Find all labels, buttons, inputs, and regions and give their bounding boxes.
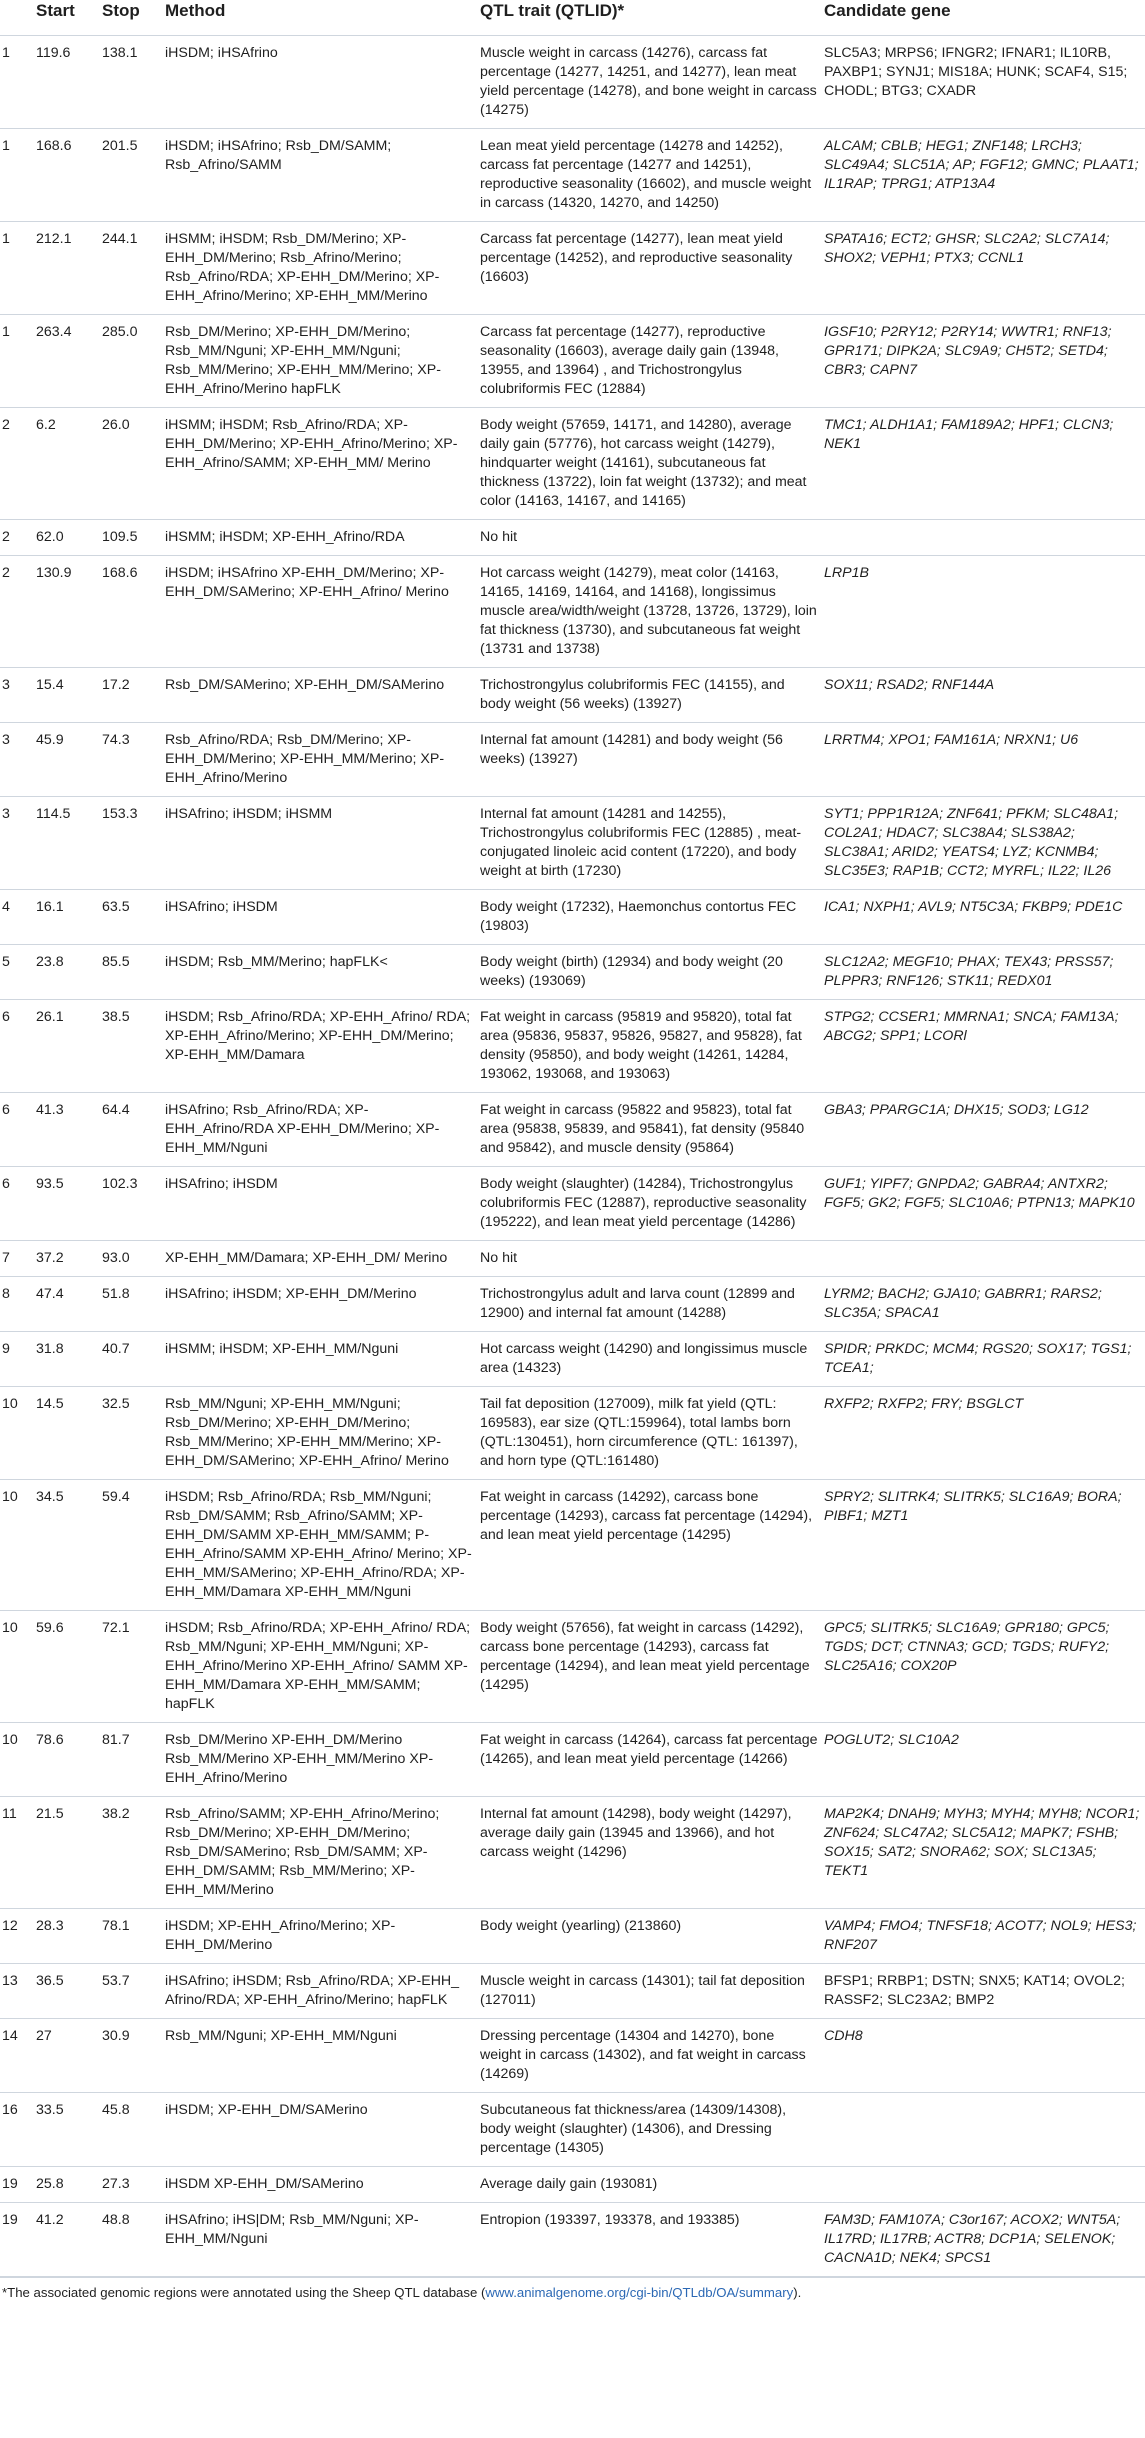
- table-row: [0, 408, 1145, 520]
- cell-chromosome: 16: [0, 2093, 34, 2167]
- cell-method: iHSAfrino; iHS|DM; Rsb_MM/Nguni; XP-EHH_MM/Nguni: [163, 2203, 478, 2277]
- cell-qtl-trait: No hit: [478, 1241, 822, 1277]
- cell-method: iHSMM; iHSDM; XP-EHH_MM/Nguni: [163, 1332, 478, 1387]
- cell-stop: 27.3: [100, 2167, 163, 2203]
- table-row: [0, 890, 1145, 945]
- cell-start: 15.4: [34, 668, 100, 723]
- cell-method: Rsb_DM/SAMerino; XP-EHH_DM/SAMerino: [163, 668, 478, 723]
- cell-stop: 51.8: [100, 1277, 163, 1332]
- cell-start: 36.5: [34, 1964, 100, 2019]
- cell-candidate-gene: POGLUT2; SLC10A2: [822, 1723, 1145, 1797]
- cell-qtl-trait: Body weight (birth) (12934) and body weight (20 weeks) (193069): [478, 945, 822, 1000]
- cell-stop: 153.3: [100, 797, 163, 890]
- table-row: [0, 222, 1145, 315]
- table-row: [0, 1797, 1145, 1909]
- cell-stop: 244.1: [100, 222, 163, 315]
- cell-candidate-gene: IGSF10; P2RY12; P2RY14; WWTR1; RNF13; GPR171; DIPK2A; SLC9A9; CH5T2; SETD4; CBR3; CAPN7: [822, 315, 1145, 408]
- cell-start: 263.4: [34, 315, 100, 408]
- footnote-text: *The associated genomic regions were annotated using the Sheep QTL database (: [2, 2285, 486, 2300]
- cell-chromosome: 4: [0, 890, 34, 945]
- cell-method: iHSDM; iHSAfrino; Rsb_DM/SAMM; Rsb_Afrino/SAMM: [163, 129, 478, 222]
- cell-candidate-gene: BFSP1; RRBP1; DSTN; SNX5; KAT14; OVOL2; RASSF2; SLC23A2; BMP2: [822, 1964, 1145, 2019]
- cell-method: iHSDM; Rsb_MM/Merino; hapFLK<: [163, 945, 478, 1000]
- cell-candidate-gene: GPC5; SLITRK5; SLC16A9; GPR180; GPC5; TGDS; DCT; CTNNA3; GCD; TGDS; RUFY2; SLC25A16; COX20P: [822, 1611, 1145, 1723]
- header-qtl-trait: QTL trait (QTLID)*: [478, 0, 822, 36]
- table-row: [0, 2093, 1145, 2167]
- cell-qtl-trait: No hit: [478, 520, 822, 556]
- cell-stop: 285.0: [100, 315, 163, 408]
- table-row: [0, 1000, 1145, 1093]
- cell-candidate-gene: STPG2; CCSER1; MMRNA1; SNCA; FAM13A; ABCG2; SPP1; LCORl: [822, 1000, 1145, 1093]
- cell-stop: 26.0: [100, 408, 163, 520]
- cell-qtl-trait: Internal fat amount (14281) and body weight (56 weeks) (13927): [478, 723, 822, 797]
- cell-method: iHSAfrino; Rsb_Afrino/RDA; XP-EHH_Afrino/RDA XP-EHH_DM/Merino; XP-EHH_MM/Nguni: [163, 1093, 478, 1167]
- cell-start: 212.1: [34, 222, 100, 315]
- cell-start: 26.1: [34, 1000, 100, 1093]
- cell-method: iHSDM; XP-EHH_DM/SAMerino: [163, 2093, 478, 2167]
- cell-method: iHSAfrino; iHSDM; XP-EHH_DM/Merino: [163, 1277, 478, 1332]
- cell-qtl-trait: Muscle weight in carcass (14301); tail fat deposition (127011): [478, 1964, 822, 2019]
- cell-chromosome: 1: [0, 129, 34, 222]
- cell-candidate-gene: LRRTM4; XPO1; FAM161A; NRXN1; U6: [822, 723, 1145, 797]
- cell-qtl-trait: Body weight (57659, 14171, and 14280), average daily gain (57776), hot carcass weight (14279), hindquarter weight (14161), subcutaneous fat thickness (13722), loin fat weight (13732); and meat color (14163, 14167, and 14165): [478, 408, 822, 520]
- cell-method: iHSAfrino; iHSDM: [163, 1167, 478, 1241]
- cell-candidate-gene: GUF1; YIPF7; GNPDA2; GABRA4; ANTXR2; FGF5; GK2; FGF5; SLC10A6; PTPN13; MAPK10: [822, 1167, 1145, 1241]
- cell-method: Rsb_MM/Nguni; XP-EHH_MM/Nguni; Rsb_DM/Merino; XP-EHH_DM/Merino; Rsb_MM/Merino; XP-EHH_MM/Merino; XP-EHH_DM/SAMerino; XP-EHH_Afrino/ Merino: [163, 1387, 478, 1480]
- table-row: [0, 1332, 1145, 1387]
- cell-candidate-gene: RXFP2; RXFP2; FRY; BSGLCT: [822, 1387, 1145, 1480]
- cell-qtl-trait: Body weight (slaughter) (14284), Trichostrongylus colubriformis FEC (12887), reproductive seasonality (195222), and lean meat yield percentage (14286): [478, 1167, 822, 1241]
- cell-qtl-trait: Fat weight in carcass (14264), carcass fat percentage (14265), and lean meat yield percentage (14266): [478, 1723, 822, 1797]
- cell-candidate-gene: MAP2K4; DNAH9; MYH3; MYH4; MYH8; NCOR1; ZNF624; SLC47A2; SLC5A12; MAPK7; FSHB; SOX15; SAT2; SNORA62; SOX; SLC13A5; TEKT1: [822, 1797, 1145, 1909]
- cell-qtl-trait: Muscle weight in carcass (14276), carcass fat percentage (14277, 14251, and 14277), lean meat yield percentage (14278), and bone weight in carcass (14275): [478, 36, 822, 129]
- cell-start: 21.5: [34, 1797, 100, 1909]
- header-start: Start: [34, 0, 100, 36]
- cell-start: 34.5: [34, 1480, 100, 1611]
- cell-method: iHSDM; iHSAfrino: [163, 36, 478, 129]
- cell-stop: 30.9: [100, 2019, 163, 2093]
- cell-candidate-gene: TMC1; ALDH1A1; FAM189A2; HPF1; CLCN3; NEK1: [822, 408, 1145, 520]
- cell-start: 16.1: [34, 890, 100, 945]
- cell-stop: 48.8: [100, 2203, 163, 2277]
- cell-stop: 85.5: [100, 945, 163, 1000]
- cell-qtl-trait: Fat weight in carcass (95822 and 95823), total fat area (95838, 95839, and 95841), fat density (95840 and 95842), and muscle density (95864): [478, 1093, 822, 1167]
- table-row: [0, 520, 1145, 556]
- cell-chromosome: 13: [0, 1964, 34, 2019]
- cell-method: iHSDM; Rsb_Afrino/RDA; XP-EHH_Afrino/ RDA; Rsb_MM/Nguni; XP-EHH_MM/Nguni; XP-EHH_Afrino/Merino XP-EHH_Afrino/ SAMM XP-EHH_MM/Damara XP-EHH_MM/SAMM; hapFLK: [163, 1611, 478, 1723]
- table-body: [0, 36, 1145, 2277]
- cell-chromosome: 2: [0, 408, 34, 520]
- cell-chromosome: 1: [0, 315, 34, 408]
- cell-method: iHSDM XP-EHH_DM/SAMerino: [163, 2167, 478, 2203]
- cell-qtl-trait: Hot carcass weight (14290) and longissimus muscle area (14323): [478, 1332, 822, 1387]
- cell-stop: 201.5: [100, 129, 163, 222]
- cell-qtl-trait: Carcass fat percentage (14277), reproductive seasonality (16603), average daily gain (13948, 13955, and 13964) , and Trichostrongylus colubriformis FEC (12884): [478, 315, 822, 408]
- cell-chromosome: 6: [0, 1093, 34, 1167]
- cell-qtl-trait: Body weight (yearling) (213860): [478, 1909, 822, 1964]
- cell-candidate-gene: [822, 2167, 1145, 2203]
- table-row: [0, 1277, 1145, 1332]
- cell-qtl-trait: Hot carcass weight (14279), meat color (14163, 14165, 14169, 14164, and 14168), longissimus muscle area/width/weight (13728, 13726, 13729), loin fat thickness (13730), and subcutaneous fat weight (13731 and 13738): [478, 556, 822, 668]
- cell-qtl-trait: Lean meat yield percentage (14278 and 14252), carcass fat percentage (14277 and 14251), reproductive seasonality (16602), and muscle weight in carcass (14320, 14270, and 14250): [478, 129, 822, 222]
- cell-stop: 138.1: [100, 36, 163, 129]
- cell-chromosome: 3: [0, 668, 34, 723]
- cell-candidate-gene: SYT1; PPP1R12A; ZNF641; PFKM; SLC48A1; COL2A1; HDAC7; SLC38A4; SLS38A2; SLC38A1; ARID2; YEATS4; LYZ; KCNMB4; SLC35E3; RAP1B; CCT2; MYRFL; IL22; IL26: [822, 797, 1145, 890]
- cell-method: iHSDM; Rsb_Afrino/RDA; XP-EHH_Afrino/ RDA; XP-EHH_Afrino/Merino; XP-EHH_DM/Merino; XP-EHH_MM/Damara: [163, 1000, 478, 1093]
- cell-stop: 59.4: [100, 1480, 163, 1611]
- cell-chromosome: 11: [0, 1797, 34, 1909]
- cell-candidate-gene: GBA3; PPARGC1A; DHX15; SOD3; LG12: [822, 1093, 1145, 1167]
- cell-start: 31.8: [34, 1332, 100, 1387]
- cell-chromosome: 2: [0, 556, 34, 668]
- cell-start: 130.9: [34, 556, 100, 668]
- cell-candidate-gene: SPIDR; PRKDC; MCM4; RGS20; SOX17; TGS1; TCEA1;: [822, 1332, 1145, 1387]
- cell-chromosome: 1: [0, 222, 34, 315]
- header-candidate-gene: Candidate gene: [822, 0, 1145, 36]
- cell-start: 33.5: [34, 2093, 100, 2167]
- cell-qtl-trait: Entropion (193397, 193378, and 193385): [478, 2203, 822, 2277]
- cell-stop: 102.3: [100, 1167, 163, 1241]
- cell-chromosome: 9: [0, 1332, 34, 1387]
- cell-chromosome: 8: [0, 1277, 34, 1332]
- cell-stop: 74.3: [100, 723, 163, 797]
- cell-stop: 17.2: [100, 668, 163, 723]
- cell-method: iHSDM; iHSAfrino XP-EHH_DM/Merino; XP-EHH_DM/SAMerino; XP-EHH_Afrino/ Merino: [163, 556, 478, 668]
- cell-stop: 40.7: [100, 1332, 163, 1387]
- cell-qtl-trait: Average daily gain (193081): [478, 2167, 822, 2203]
- cell-stop: 38.2: [100, 1797, 163, 1909]
- cell-chromosome: 10: [0, 1611, 34, 1723]
- cell-stop: 38.5: [100, 1000, 163, 1093]
- cell-start: 14.5: [34, 1387, 100, 1480]
- cell-stop: 53.7: [100, 1964, 163, 2019]
- cell-chromosome: 19: [0, 2167, 34, 2203]
- cell-chromosome: 6: [0, 1167, 34, 1241]
- cell-start: 45.9: [34, 723, 100, 797]
- cell-stop: 32.5: [100, 1387, 163, 1480]
- cell-chromosome: 1: [0, 36, 34, 129]
- footnote-tail: ).: [793, 2285, 802, 2300]
- table-row: [0, 556, 1145, 668]
- table-row: [0, 315, 1145, 408]
- cell-chromosome: 2: [0, 520, 34, 556]
- cell-stop: 63.5: [100, 890, 163, 945]
- cell-start: 37.2: [34, 1241, 100, 1277]
- cell-candidate-gene: [822, 1241, 1145, 1277]
- cell-candidate-gene: [822, 520, 1145, 556]
- cell-stop: 93.0: [100, 1241, 163, 1277]
- cell-start: 168.6: [34, 129, 100, 222]
- cell-method: iHSAfrino; iHSDM: [163, 890, 478, 945]
- table-row: [0, 1241, 1145, 1277]
- cell-start: 62.0: [34, 520, 100, 556]
- table-row: [0, 1387, 1145, 1480]
- cell-method: iHSMM; iHSDM; Rsb_DM/Merino; XP-EHH_DM/Merino; Rsb_Afrino/Merino; Rsb_Afrino/RDA; XP-EHH_DM/Merino; XP-EHH_Afrino/Merino; XP-EHH_MM/Merino: [163, 222, 478, 315]
- cell-candidate-gene: VAMP4; FMO4; TNFSF18; ACOT7; NOL9; HES3; RNF207: [822, 1909, 1145, 1964]
- cell-candidate-gene: SLC5A3; MRPS6; IFNGR2; IFNAR1; IL10RB, PAXBP1; SYNJ1; MIS18A; HUNK; SCAF4, S15; CHODL; BTG3; CXADR: [822, 36, 1145, 129]
- cell-stop: 109.5: [100, 520, 163, 556]
- table-row: [0, 2167, 1145, 2203]
- header-stop: Stop: [100, 0, 163, 36]
- footnote: [0, 2277, 1145, 2302]
- cell-candidate-gene: SPATA16; ECT2; GHSR; SLC2A2; SLC7A14; SHOX2; VEPH1; PTX3; CCNL1: [822, 222, 1145, 315]
- cell-method: Rsb_Afrino/RDA; Rsb_DM/Merino; XP-EHH_DM/Merino; XP-EHH_MM/Merino; XP-EHH_Afrino/Merino: [163, 723, 478, 797]
- cell-qtl-trait: Trichostrongylus colubriformis FEC (14155), and body weight (56 weeks) (13927): [478, 668, 822, 723]
- table-row: [0, 1909, 1145, 1964]
- cell-chromosome: 3: [0, 797, 34, 890]
- table-row: [0, 1964, 1145, 2019]
- cell-candidate-gene: [822, 2093, 1145, 2167]
- table-row: [0, 797, 1145, 890]
- cell-method: Rsb_DM/Merino; XP-EHH_DM/Merino; Rsb_MM/Nguni; XP-EHH_MM/Nguni; Rsb_MM/Merino; XP-EHH_MM/Merino; XP-EHH_Afrino/Merino hapFLK: [163, 315, 478, 408]
- cell-method: iHSAfrino; iHSDM; iHSMM: [163, 797, 478, 890]
- cell-candidate-gene: ICA1; NXPH1; AVL9; NT5C3A; FKBP9; PDE1C: [822, 890, 1145, 945]
- cell-candidate-gene: SOX11; RSAD2; RNF144A: [822, 668, 1145, 723]
- cell-start: 114.5: [34, 797, 100, 890]
- cell-candidate-gene: LRP1B: [822, 556, 1145, 668]
- cell-start: 78.6: [34, 1723, 100, 1797]
- table-row: [0, 129, 1145, 222]
- cell-start: 6.2: [34, 408, 100, 520]
- cell-chromosome: 12: [0, 1909, 34, 1964]
- cell-method: XP-EHH_MM/Damara; XP-EHH_DM/ Merino: [163, 1241, 478, 1277]
- cell-method: iHSDM; XP-EHH_Afrino/Merino; XP-EHH_DM/Merino: [163, 1909, 478, 1964]
- table-row: [0, 1723, 1145, 1797]
- cell-chromosome: 19: [0, 2203, 34, 2277]
- cell-method: iHSMM; iHSDM; XP-EHH_Afrino/RDA: [163, 520, 478, 556]
- table-row: [0, 2019, 1145, 2093]
- cell-stop: 45.8: [100, 2093, 163, 2167]
- cell-start: 27: [34, 2019, 100, 2093]
- cell-chromosome: 10: [0, 1480, 34, 1611]
- cell-qtl-trait: Tail fat deposition (127009), milk fat yield (QTL: 169583), ear size (QTL:159964), total lambs born (QTL:130451), horn circumference (QTL: 161397), and horn type (QTL:161480): [478, 1387, 822, 1480]
- cell-qtl-trait: Trichostrongylus adult and larva count (12899 and 12900) and internal fat amount (14288): [478, 1277, 822, 1332]
- cell-qtl-trait: Body weight (17232), Haemonchus contortus FEC (19803): [478, 890, 822, 945]
- table-row: [0, 1480, 1145, 1611]
- cell-qtl-trait: Internal fat amount (14298), body weight (14297), average daily gain (13945 and 13966), and hot carcass weight (14296): [478, 1797, 822, 1909]
- cell-stop: 72.1: [100, 1611, 163, 1723]
- cell-start: 47.4: [34, 1277, 100, 1332]
- qtl-database-link[interactable]: www.animalgenome.org/cgi-bin/QTLdb/OA/summary: [485, 2285, 794, 2300]
- cell-stop: 64.4: [100, 1093, 163, 1167]
- table-row: [0, 2203, 1145, 2277]
- cell-stop: 81.7: [100, 1723, 163, 1797]
- cell-candidate-gene: CDH8: [822, 2019, 1145, 2093]
- cell-candidate-gene: SLC12A2; MEGF10; PHAX; TEX43; PRSS57; PLPPR3; RNF126; STK11; REDX01: [822, 945, 1145, 1000]
- cell-qtl-trait: Internal fat amount (14281 and 14255), Trichostrongylus colubriformis FEC (12885) , meat-conjugated linoleic acid content (17220), and body weight at birth (17230): [478, 797, 822, 890]
- cell-method: Rsb_Afrino/SAMM; XP-EHH_Afrino/Merino; Rsb_DM/Merino; XP-EHH_DM/Merino; Rsb_DM/SAMerino; Rsb_DM/SAMM; XP-EHH_DM/SAMM; Rsb_MM/Merino; XP-EHH_MM/Merino: [163, 1797, 478, 1909]
- header-method: Method: [163, 0, 478, 36]
- cell-start: 119.6: [34, 36, 100, 129]
- cell-qtl-trait: Dressing percentage (14304 and 14270), bone weight in carcass (14302), and fat weight in carcass (14269): [478, 2019, 822, 2093]
- cell-method: Rsb_DM/Merino XP-EHH_DM/Merino Rsb_MM/Merino XP-EHH_MM/Merino XP-EHH_Afrino/Merino: [163, 1723, 478, 1797]
- cell-method: iHSMM; iHSDM; Rsb_Afrino/RDA; XP-EHH_DM/Merino; XP-EHH_Afrino/Merino; XP-EHH_Afrino/SAMM; XP-EHH_MM/ Merino: [163, 408, 478, 520]
- cell-chromosome: 5: [0, 945, 34, 1000]
- cell-qtl-trait: Fat weight in carcass (14292), carcass bone percentage (14293), carcass fat percentage (14294), and lean meat yield percentage (14295): [478, 1480, 822, 1611]
- cell-chromosome: 14: [0, 2019, 34, 2093]
- cell-method: Rsb_MM/Nguni; XP-EHH_MM/Nguni: [163, 2019, 478, 2093]
- cell-start: 28.3: [34, 1909, 100, 1964]
- header-chr: [0, 0, 34, 36]
- table-header: [0, 0, 1145, 36]
- cell-candidate-gene: LYRM2; BACH2; GJA10; GABRR1; RARS2; SLC35A; SPACA1: [822, 1277, 1145, 1332]
- cell-chromosome: 10: [0, 1723, 34, 1797]
- table-row: [0, 1093, 1145, 1167]
- cell-start: 59.6: [34, 1611, 100, 1723]
- cell-candidate-gene: ALCAM; CBLB; HEG1; ZNF148; LRCH3; SLC49A4; SLC51A; AP; FGF12; GMNC; PLAAT1; IL1RAP; TPRG1; ATP13A4: [822, 129, 1145, 222]
- cell-start: 25.8: [34, 2167, 100, 2203]
- cell-stop: 168.6: [100, 556, 163, 668]
- table-row: [0, 668, 1145, 723]
- cell-candidate-gene: FAM3D; FAM107A; C3or167; ACOX2; WNT5A; IL17RD; IL17RB; ACTR8; DCP1A; SELENOK; CACNA1D; NEK4; SPCS1: [822, 2203, 1145, 2277]
- cell-chromosome: 3: [0, 723, 34, 797]
- cell-method: iHSAfrino; iHSDM; Rsb_Afrino/RDA; XP-EHH_ Afrino/RDA; XP-EHH_Afrino/Merino; hapFLK: [163, 1964, 478, 2019]
- cell-stop: 78.1: [100, 1909, 163, 1964]
- cell-start: 41.3: [34, 1093, 100, 1167]
- cell-qtl-trait: Subcutaneous fat thickness/area (14309/14308), body weight (slaughter) (14306), and Dressing percentage (14305): [478, 2093, 822, 2167]
- cell-start: 41.2: [34, 2203, 100, 2277]
- cell-qtl-trait: Body weight (57656), fat weight in carcass (14292), carcass bone percentage (14293), carcass fat percentage (14294), and lean meat yield percentage (14295): [478, 1611, 822, 1723]
- cell-qtl-trait: Carcass fat percentage (14277), lean meat yield percentage (14252), and reproductive seasonality (16603): [478, 222, 822, 315]
- table-row: [0, 1167, 1145, 1241]
- cell-chromosome: 7: [0, 1241, 34, 1277]
- cell-qtl-trait: Fat weight in carcass (95819 and 95820), total fat area (95836, 95837, 95826, 95827, and 95828), fat density (95850), and body weight (14261, 14284, 193062, 193068, and 193063): [478, 1000, 822, 1093]
- cell-method: iHSDM; Rsb_Afrino/RDA; Rsb_MM/Nguni; Rsb_DM/SAMM; Rsb_Afrino/SAMM; XP-EHH_DM/SAMM XP-EHH_MM/SAMM; P-EHH_Afrino/SAMM XP-EHH_Afrino/ Merino; XP-EHH_MM/SAMerino; XP-EHH_Afrino/RDA; XP-EHH_MM/Damara XP-EHH_MM/Nguni: [163, 1480, 478, 1611]
- cell-chromosome: 10: [0, 1387, 34, 1480]
- cell-start: 23.8: [34, 945, 100, 1000]
- table-row: [0, 945, 1145, 1000]
- table-row: [0, 36, 1145, 129]
- cell-chromosome: 6: [0, 1000, 34, 1093]
- cell-candidate-gene: SPRY2; SLITRK4; SLITRK5; SLC16A9; BORA; PIBF1; MZT1: [822, 1480, 1145, 1611]
- table-row: [0, 1611, 1145, 1723]
- table-row: [0, 723, 1145, 797]
- cell-start: 93.5: [34, 1167, 100, 1241]
